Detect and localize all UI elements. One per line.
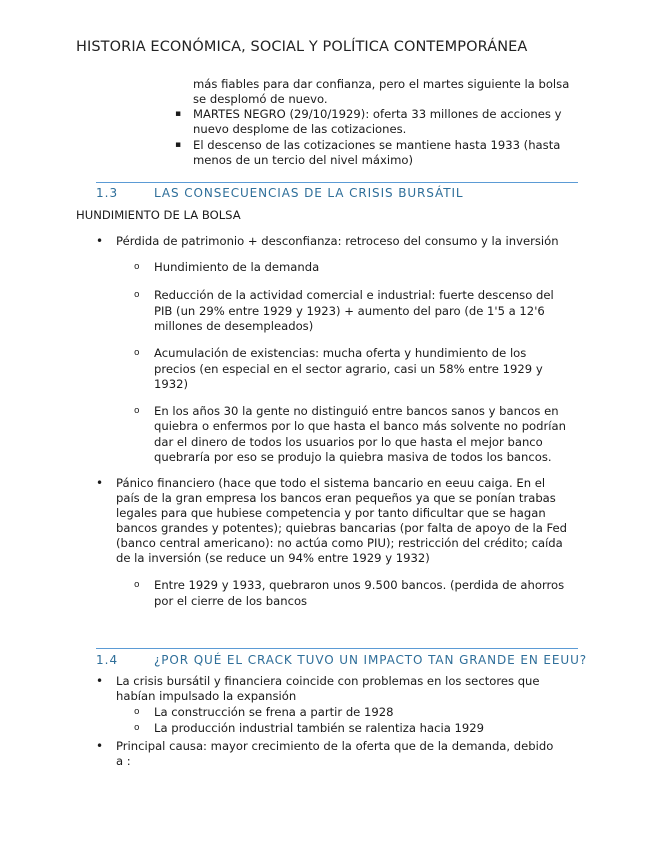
list-item-line: La crisis bursátil y financiera coincide con problemas en los sectores que <box>116 674 540 688</box>
sub-item-line: La construcción se frena a partir de 1928 <box>154 705 394 719</box>
subheading: HUNDIMIENTO DE LA BOLSA <box>76 208 241 222</box>
list-item-line: país de la gran empresa los bancos eran pequeños ya que se ponían trabas <box>116 491 556 505</box>
bullet-icon: • <box>96 476 104 490</box>
circle-bullet-icon: o <box>134 406 140 416</box>
sub-item-line: dar el dinero de todos los usuarios por lo que hasta el mejor banco <box>154 435 543 449</box>
sub-item-line: Entre 1929 y 1933, quebraron unos 9.500 bancos. (perdida de ahorros <box>154 578 565 592</box>
square-bullet-icon: ▪ <box>175 109 182 119</box>
section-number: 1.4 <box>96 653 119 667</box>
continuation-line: más fiables para dar confianza, pero el martes siguiente la bolsa <box>193 77 570 91</box>
section-title: ¿POR QUÉ EL CRACK TUVO UN IMPACTO TAN GRANDE EN EEUU? <box>154 653 588 667</box>
sub-item-line: quebraría por eso se produjo la quiebra masiva de todos los bancos. <box>154 450 552 464</box>
list-item-line: legales para que hubiese competencia y por tanto dificultar que se hagan <box>116 506 546 520</box>
circle-bullet-icon: o <box>134 348 140 358</box>
section-rule <box>96 648 578 649</box>
circle-bullet-icon: o <box>134 262 140 272</box>
sub-item-line: 1932) <box>154 377 189 391</box>
sub-item-line: En los años 30 la gente no distinguió entre bancos sanos y bancos en <box>154 404 559 418</box>
sub-item-line: por el cierre de los bancos <box>154 594 308 608</box>
sub-item-line: PIB (un 29% entre 1929 y 1923) + aumento del paro (de 1'5 a 12'6 <box>154 304 545 318</box>
list-item-line: a : <box>116 754 131 768</box>
bullet-icon: • <box>96 739 104 753</box>
sub-item-line: Reducción de la actividad comercial e industrial: fuerte descenso del <box>154 288 554 302</box>
section-title: LAS CONSECUENCIAS DE LA CRISIS BURSÁTIL <box>154 186 464 200</box>
sub-item-line: millones de desempleados) <box>154 319 314 333</box>
list-item-line: El descenso de las cotizaciones se mantiene hasta 1933 (hasta <box>193 138 561 152</box>
sub-item-line: quiebra o enfermos por lo que hasta el banco más solvente no podrían <box>154 419 566 433</box>
sub-item-line: Hundimiento de la demanda <box>154 260 320 274</box>
circle-bullet-icon: o <box>134 580 140 590</box>
circle-bullet-icon: o <box>134 290 140 300</box>
section-number: 1.3 <box>96 186 119 200</box>
list-item-line: de la inversión (se reduce un 94% entre 1929 y 1932) <box>116 551 430 565</box>
circle-bullet-icon: o <box>134 707 140 717</box>
sub-item-line: La producción industrial también se ralentiza hacia 1929 <box>154 721 484 735</box>
list-item-line: Pérdida de patrimonio + desconfianza: retroceso del consumo y la inversión <box>116 234 559 248</box>
bullet-icon: • <box>96 234 104 248</box>
list-item-line: menos de un tercio del nivel máximo) <box>193 153 413 167</box>
running-header: HISTORIA ECONÓMICA, SOCIAL Y POLÍTICA CONTEMPORÁNEA <box>76 39 528 55</box>
list-item-line: MARTES NEGRO (29/10/1929): oferta 33 millones de acciones y <box>193 107 562 121</box>
square-bullet-icon: ▪ <box>175 140 182 150</box>
list-item-line: habían impulsado la expansión <box>116 689 297 703</box>
continuation-line: se desplomó de nuevo. <box>193 92 328 106</box>
sub-item-line: precios (en especial en el sector agrario, casi un 58% entre 1929 y <box>154 362 543 376</box>
list-item-line: Principal causa: mayor crecimiento de la oferta que de la demanda, debido <box>116 739 554 753</box>
list-item-line: nuevo desplome de las cotizaciones. <box>193 122 407 136</box>
list-item-line: Pánico financiero (hace que todo el sistema bancario en eeuu caiga. En el <box>116 476 546 490</box>
circle-bullet-icon: o <box>134 723 140 733</box>
list-item-line: bancos grandes y potentes); quiebras bancarias (por falta de apoyo de la Fed <box>116 521 568 535</box>
sub-item-line: Acumulación de existencias: mucha oferta y hundimiento de los <box>154 346 527 360</box>
section-rule <box>96 182 578 183</box>
list-item-line: (banco central americano): no actúa como PIU); restricción del crédito; caída <box>116 536 563 550</box>
bullet-icon: • <box>96 674 104 688</box>
